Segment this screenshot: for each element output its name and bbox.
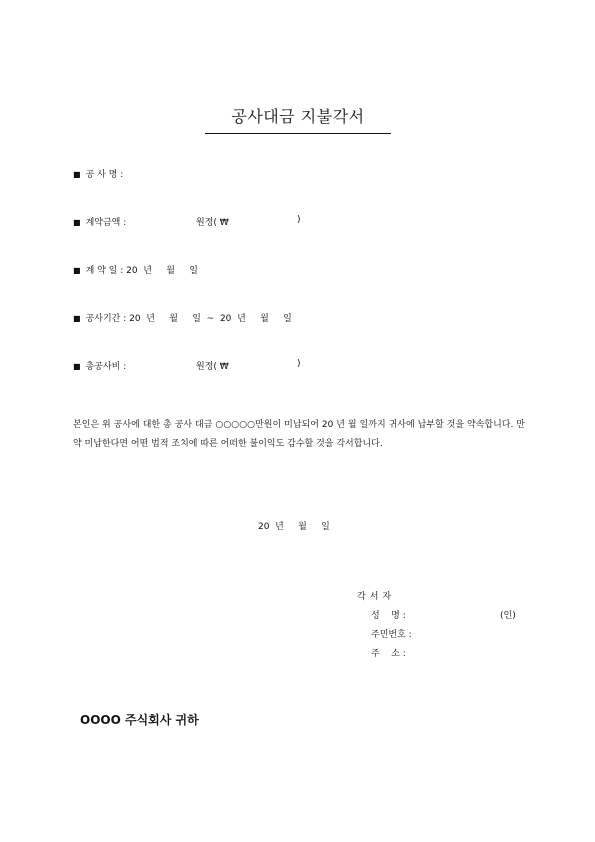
signer-address-label: 주 소 : [371, 649, 406, 659]
addressee: OOOO 주식회사 귀하 [80, 713, 199, 727]
field-total-cost [73, 359, 333, 372]
document-title: 공사대금 지불각서 [205, 104, 391, 134]
square-bullet-icon: ■ [73, 314, 81, 323]
seal-mark: (인) [500, 611, 516, 621]
field-label: 공 사 명 : [85, 170, 124, 180]
field-contract-amount [73, 215, 333, 228]
square-bullet-icon: ■ [73, 218, 81, 227]
signer-name-label: 성 명 : [371, 611, 406, 621]
won-amount-open: 원정( ₩ [196, 362, 229, 372]
signer-id-row [371, 627, 415, 640]
field-label: 계 약 일 : 20 년 월 일 [85, 266, 198, 276]
field-project-name [73, 167, 123, 180]
signer-id-label: 주민번호 : [371, 630, 412, 640]
field-label: 계약금액 : [85, 218, 127, 228]
signer-name-row [371, 608, 531, 621]
won-amount-close: ) [297, 359, 301, 369]
field-construction-period [73, 311, 292, 324]
square-bullet-icon: ■ [73, 362, 81, 371]
field-label: 공사기간 : 20 년 월 일 ~ 20 년 월 일 [85, 314, 292, 324]
square-bullet-icon: ■ [73, 170, 81, 179]
field-label: 총공사비 : [85, 362, 127, 372]
signer-title: 각서자 [357, 592, 396, 602]
won-amount-close: ) [297, 215, 301, 225]
pledge-paragraph: 본인은 위 공사에 대한 총 공사 대금 ○○○○○만원이 미납되어 20 년 월 일까지 귀사에 납부할 것을 약속합니다. 만약 미납한다면 어떤 법적 조치에 따른 어떠한 불이익도 감수할 것을 각서합니다. [73, 420, 525, 449]
field-contract-date [73, 263, 198, 276]
won-amount-open: 원정( ₩ [196, 218, 229, 228]
signing-date: 20 년 월 일 [258, 522, 330, 532]
signer-address-row [371, 646, 415, 659]
square-bullet-icon: ■ [73, 266, 81, 275]
